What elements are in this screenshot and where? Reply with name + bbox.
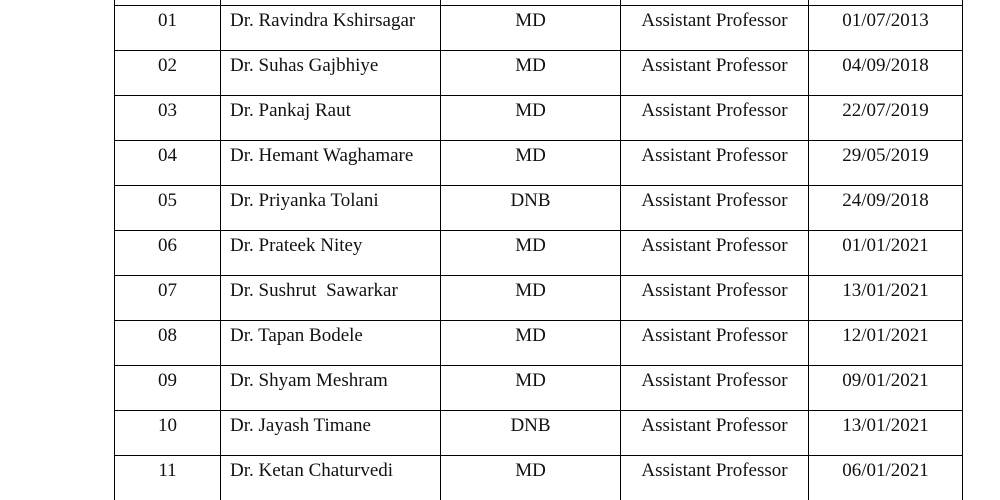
designation-cell <box>621 51 809 96</box>
joining-date: 13/01/2021 <box>842 415 929 436</box>
joining-date-cell <box>809 51 963 96</box>
name-cell <box>221 141 441 186</box>
joining-date-cell <box>809 411 963 456</box>
qualification: MD <box>515 145 546 166</box>
faculty-name: Dr. Prateek Nitey <box>230 235 363 256</box>
serial-number: 09 <box>158 370 177 391</box>
serial-number-cell <box>115 366 221 411</box>
joining-date: 29/05/2019 <box>842 145 929 166</box>
name-cell <box>221 411 441 456</box>
designation: Assistant Professor <box>641 460 788 481</box>
designation-cell <box>621 96 809 141</box>
designation-cell <box>621 6 809 51</box>
table-row <box>115 231 963 276</box>
qualification: MD <box>515 370 546 391</box>
serial-number: 10 <box>158 415 177 436</box>
qualification-cell <box>441 411 621 456</box>
joining-date: 13/01/2021 <box>842 280 929 301</box>
table-row <box>115 186 963 231</box>
table-row <box>115 366 963 411</box>
table-row <box>115 51 963 96</box>
designation: Assistant Professor <box>641 325 788 346</box>
joining-date: 12/01/2021 <box>842 325 929 346</box>
name-cell <box>221 186 441 231</box>
table-row <box>115 411 963 456</box>
table-row <box>115 276 963 321</box>
qualification-cell <box>441 456 621 500</box>
faculty-name: Dr. Ravindra Kshirsagar <box>230 10 416 31</box>
serial-number-cell <box>115 96 221 141</box>
serial-number: 08 <box>158 325 177 346</box>
qualification: MD <box>515 460 546 481</box>
designation-cell <box>621 321 809 366</box>
joining-date: 06/01/2021 <box>842 460 929 481</box>
serial-number-cell <box>115 51 221 96</box>
faculty-name: Dr. Shyam Meshram <box>230 370 388 391</box>
qualification-cell <box>441 6 621 51</box>
serial-number: 07 <box>158 280 177 301</box>
serial-number-cell <box>115 411 221 456</box>
qualification-cell <box>441 321 621 366</box>
joining-date-cell <box>809 456 963 500</box>
serial-number-cell <box>115 231 221 276</box>
qualification-cell <box>441 141 621 186</box>
faculty-name: Dr. Ketan Chaturvedi <box>230 460 394 481</box>
serial-number: 03 <box>158 100 177 121</box>
joining-date: 04/09/2018 <box>842 55 929 76</box>
joining-date-cell <box>809 231 963 276</box>
qualification-cell <box>441 96 621 141</box>
qualification-cell <box>441 186 621 231</box>
faculty-name: Dr. Suhas Gajbhiye <box>230 55 379 76</box>
qualification: MD <box>515 325 546 346</box>
designation: Assistant Professor <box>641 370 788 391</box>
designation-cell <box>621 276 809 321</box>
joining-date: 01/07/2013 <box>842 10 929 31</box>
table-row <box>115 141 963 186</box>
qualification: DNB <box>510 415 551 436</box>
serial-number-cell <box>115 321 221 366</box>
joining-date-cell <box>809 366 963 411</box>
qualification-cell <box>441 231 621 276</box>
designation: Assistant Professor <box>641 100 788 121</box>
faculty-name: Dr. Sushrut Sawarkar <box>230 280 398 301</box>
serial-number-cell <box>115 456 221 500</box>
table-row <box>115 321 963 366</box>
joining-date: 01/01/2021 <box>842 235 929 256</box>
designation-cell <box>621 366 809 411</box>
serial-number-cell <box>115 141 221 186</box>
faculty-name: Dr. Priyanka Tolani <box>230 190 379 211</box>
name-cell <box>221 231 441 276</box>
designation-cell <box>621 411 809 456</box>
serial-number-cell <box>115 186 221 231</box>
joining-date: 22/07/2019 <box>842 100 929 121</box>
name-cell <box>221 321 441 366</box>
table-row <box>115 96 963 141</box>
qualification: MD <box>515 10 546 31</box>
joining-date: 09/01/2021 <box>842 370 929 391</box>
faculty-name: Dr. Pankaj Raut <box>230 100 351 121</box>
qualification: MD <box>515 280 546 301</box>
designation-cell <box>621 456 809 500</box>
qualification: MD <box>515 235 546 256</box>
designation: Assistant Professor <box>641 415 788 436</box>
joining-date-cell <box>809 276 963 321</box>
name-cell <box>221 51 441 96</box>
serial-number-cell <box>115 6 221 51</box>
name-cell <box>221 96 441 141</box>
designation: Assistant Professor <box>641 145 788 166</box>
qualification: DNB <box>510 190 551 211</box>
table-row <box>115 6 963 51</box>
joining-date: 24/09/2018 <box>842 190 929 211</box>
designation-cell <box>621 231 809 276</box>
designation: Assistant Professor <box>641 190 788 211</box>
designation: Assistant Professor <box>641 280 788 301</box>
serial-number-cell <box>115 276 221 321</box>
designation-cell <box>621 141 809 186</box>
qualification: MD <box>515 55 546 76</box>
faculty-name: Dr. Hemant Waghamare <box>230 145 414 166</box>
name-cell <box>221 6 441 51</box>
qualification-cell <box>441 366 621 411</box>
table-row <box>115 456 963 500</box>
designation: Assistant Professor <box>641 55 788 76</box>
name-cell <box>221 276 441 321</box>
faculty-table-body <box>115 0 963 500</box>
joining-date-cell <box>809 321 963 366</box>
joining-date-cell <box>809 96 963 141</box>
serial-number: 05 <box>158 190 177 211</box>
serial-number: 01 <box>158 10 177 31</box>
designation-cell <box>621 186 809 231</box>
faculty-name: Dr. Tapan Bodele <box>230 325 363 346</box>
joining-date-cell <box>809 6 963 51</box>
qualification: MD <box>515 100 546 121</box>
qualification-cell <box>441 276 621 321</box>
faculty-name: Dr. Jayash Timane <box>230 415 371 436</box>
serial-number: 06 <box>158 235 177 256</box>
designation: Assistant Professor <box>641 10 788 31</box>
serial-number: 02 <box>158 55 177 76</box>
name-cell <box>221 366 441 411</box>
name-cell <box>221 456 441 500</box>
serial-number: 11 <box>158 460 177 481</box>
joining-date-cell <box>809 141 963 186</box>
faculty-table <box>114 0 963 500</box>
joining-date-cell <box>809 186 963 231</box>
designation: Assistant Professor <box>641 235 788 256</box>
serial-number: 04 <box>158 145 177 166</box>
qualification-cell <box>441 51 621 96</box>
